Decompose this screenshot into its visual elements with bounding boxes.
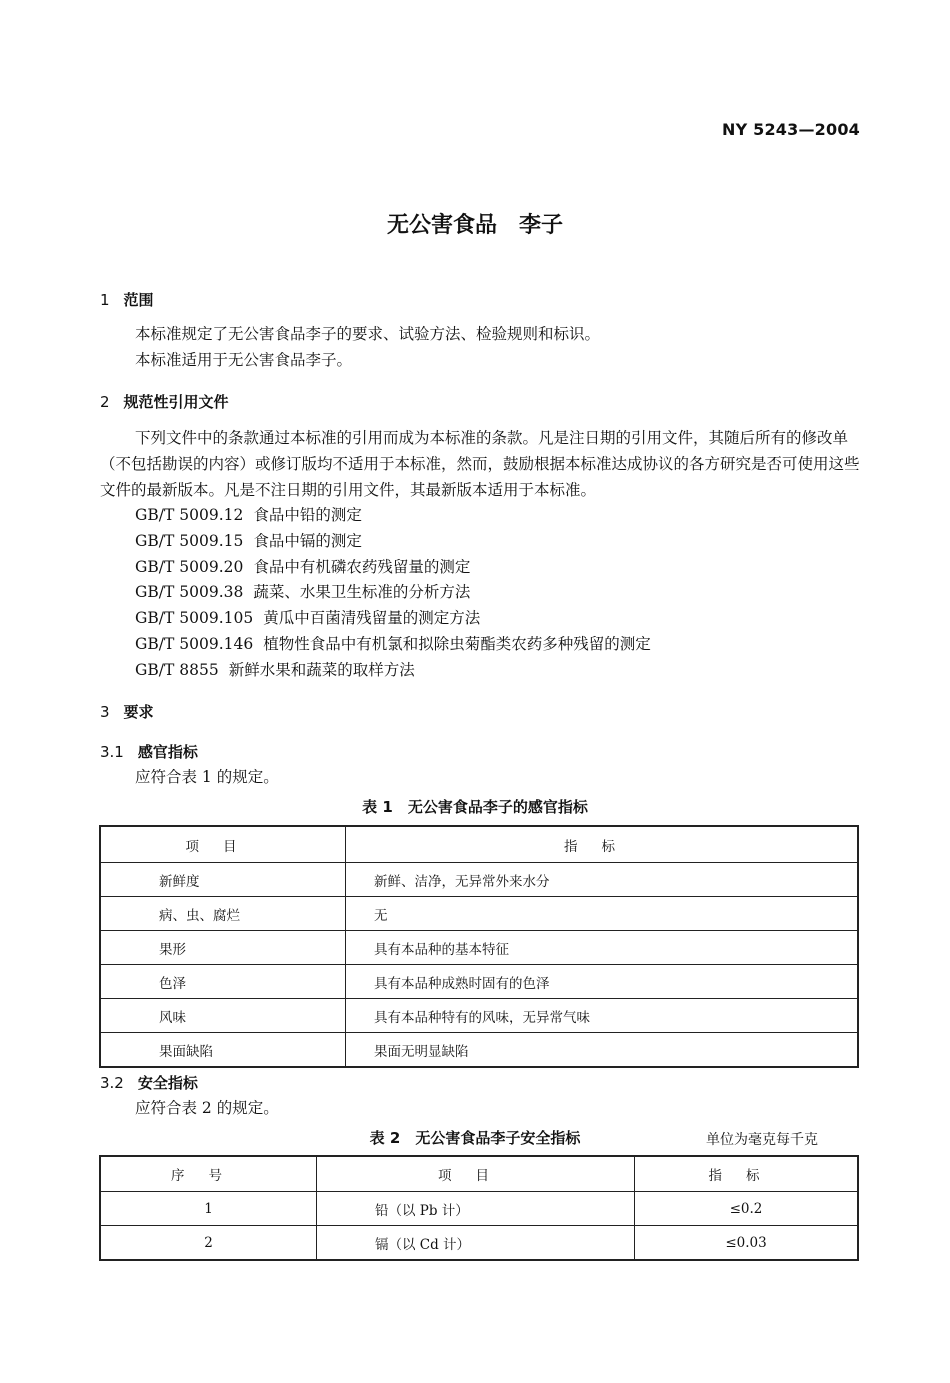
- column-header: 指标: [346, 826, 859, 863]
- table-cell: 色泽: [100, 965, 346, 999]
- table-2-unit: 单位为毫克每千克: [706, 1132, 818, 1148]
- reference-title: 食品中铅的测定: [253, 506, 362, 524]
- section-2-body: [100, 425, 860, 503]
- section-number: 1: [100, 291, 110, 309]
- reference-code: GB/T 5009.15: [135, 531, 244, 550]
- column-header: 序号: [100, 1156, 317, 1192]
- table-cell: 具有本品种特有的风味，无异常气味: [346, 999, 859, 1033]
- table-cell: 新鲜度: [100, 863, 346, 897]
- table-header-row: [100, 826, 858, 863]
- section-3-1-heading: [100, 741, 198, 762]
- section-3-2-body: [100, 1095, 860, 1121]
- table-row: [100, 1033, 858, 1068]
- reference-item: [135, 555, 651, 581]
- section-number: 3.1: [100, 743, 124, 761]
- table-cell: 果面无明显缺陷: [346, 1033, 859, 1068]
- table-header-row: [100, 1156, 858, 1192]
- table-row: [100, 1192, 858, 1226]
- column-header: 指标: [635, 1156, 859, 1192]
- column-header: 项目: [317, 1156, 635, 1192]
- reference-item: [135, 606, 651, 632]
- reference-item: [135, 503, 651, 529]
- table-1-caption: 表 1 无公害食品李子的感官指标: [362, 798, 588, 816]
- table-cell: 2: [100, 1226, 317, 1261]
- table-cell: 果形: [100, 931, 346, 965]
- reference-item: [135, 658, 651, 684]
- reference-code: GB/T 5009.105: [135, 609, 254, 628]
- section-title: 范围: [123, 291, 154, 309]
- reference-title: 新鲜水果和蔬菜的取样方法: [228, 660, 415, 679]
- table-cell: 病、虫、腐烂: [100, 897, 346, 931]
- table-cell: ≤0.2: [635, 1192, 859, 1226]
- table-row: [100, 863, 858, 897]
- table-cell: 具有本品种的基本特征: [346, 931, 859, 965]
- table-cell: ≤0.03: [635, 1226, 859, 1261]
- table-row: [100, 931, 858, 965]
- section-title: 要求: [123, 703, 154, 721]
- section-number: 3.2: [100, 1074, 124, 1092]
- section-3-1-body: [100, 764, 860, 790]
- table-cell: 无: [346, 897, 859, 931]
- standard-number: NY 5243—2004: [721, 120, 860, 139]
- paragraph: 下列文件中的条款通过本标准的引用而成为本标准的条款。凡是注日期的引用文件，其随后所有的修改单（不包括勘误的内容）或修订版均不适用于本标准，然而，鼓励根据本标准达成协议的各方研究是否可使用这些文件的最新版本。凡是不注日期的引用文件，其最新版本适用于本标准。: [100, 429, 860, 499]
- paragraph: 应符合表 2 的规定。: [135, 1099, 279, 1117]
- table-cell: 镉（以 Cd 计）: [317, 1226, 635, 1261]
- reference-title: 食品中有机磷农药残留量的测定: [253, 557, 471, 576]
- section-title: 感官指标: [137, 743, 198, 761]
- reference-title: 食品中镉的测定: [253, 531, 362, 550]
- table-cell: 具有本品种成熟时固有的色泽: [346, 965, 859, 999]
- section-3-heading: [100, 701, 154, 722]
- reference-item: [135, 529, 651, 555]
- section-number: 2: [100, 393, 110, 411]
- table-row: [100, 897, 858, 931]
- section-number: 3: [100, 703, 110, 721]
- section-2-heading: [100, 391, 229, 412]
- paragraph: 本标准适用于无公害食品李子。: [135, 351, 353, 369]
- reference-code: GB/T 5009.12: [135, 506, 244, 524]
- table-cell: 1: [100, 1192, 317, 1226]
- table-row: [100, 999, 858, 1033]
- reference-title: 植物性食品中有机氯和拟除虫菊酯类农药多种残留的测定: [263, 634, 651, 653]
- reference-code: GB/T 5009.20: [135, 557, 244, 576]
- table-cell: 果面缺陷: [100, 1033, 346, 1068]
- reference-title: 蔬菜、水果卫生标准的分析方法: [253, 583, 471, 602]
- reference-title: 黄瓜中百菌清残留量的测定方法: [263, 609, 481, 628]
- reference-code: GB/T 5009.38: [135, 583, 244, 602]
- table-cell: 铅（以 Pb 计）: [317, 1192, 635, 1226]
- paragraph: 应符合表 1 的规定。: [135, 768, 279, 786]
- table-row: [100, 965, 858, 999]
- section-1-heading: [100, 289, 154, 310]
- paragraph: 本标准规定了无公害食品李子的要求、试验方法、检验规则和标识。: [135, 325, 601, 343]
- reference-item: [135, 632, 651, 658]
- safety-indicators-table: [99, 1155, 859, 1261]
- section-title: 安全指标: [137, 1074, 198, 1092]
- document-title: 无公害食品 李子: [386, 213, 563, 238]
- sensory-indicators-table: [99, 825, 859, 1068]
- reference-code: GB/T 8855: [135, 660, 219, 679]
- table-row: [100, 1226, 858, 1261]
- section-title: 规范性引用文件: [123, 393, 229, 411]
- section-1-body: [100, 321, 860, 373]
- reference-item: [135, 580, 651, 606]
- normative-references-list: [135, 503, 651, 684]
- reference-code: GB/T 5009.146: [135, 634, 254, 653]
- table-cell: 新鲜、洁净，无异常外来水分: [346, 863, 859, 897]
- table-2-caption: 表 2 无公害食品李子安全指标: [369, 1129, 581, 1147]
- column-header: 项目: [100, 826, 346, 863]
- section-3-2-heading: [100, 1072, 198, 1093]
- table-cell: 风味: [100, 999, 346, 1033]
